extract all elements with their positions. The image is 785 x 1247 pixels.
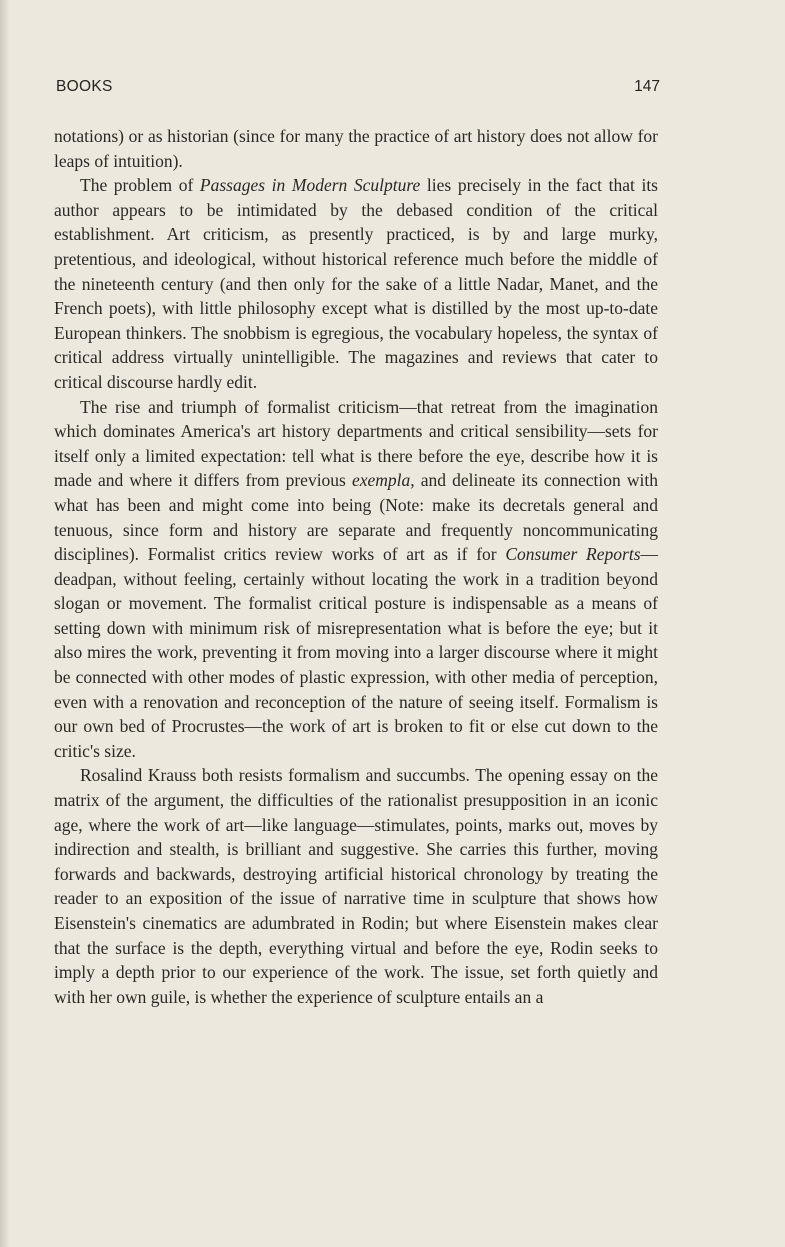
running-head: BOOKS: [56, 78, 113, 95]
paragraph: [54, 173, 658, 394]
paragraph-continuation: [54, 124, 658, 173]
paragraph-text: notations) or as historian (since for many the practice of art history does not allow for leaps of intuition).: [54, 126, 658, 171]
paragraph: [54, 395, 658, 764]
paragraph: [54, 763, 658, 1009]
paragraph-text: The problem of: [80, 175, 200, 196]
body-text: [54, 124, 658, 1009]
italic-term: exempla,: [351, 470, 415, 491]
page-number: 147: [634, 78, 660, 95]
publication-title: Consumer Reports: [505, 544, 641, 565]
paragraph-text: lies precisely in the fact that its author appears to be intimidated by the debased condition of the critical establishment. Art criticism, as presently practiced, is by and large murky, pretentious, and ideological, without historical reference much before the middle of the nineteenth century (and then only for the sake of a little Nadar, Manet, and the French poets), with little philosophy except what is distilled by the most up-to-date European thinkers. The snobbism is egregious, the vocabulary hopeless, the syntax of critical address virtually unintelligible. The magazines and reviews that cater to critical discourse hardly edit.: [54, 175, 658, 392]
book-title: Passages in Modern Sculpture: [199, 175, 421, 196]
paragraph-text: —deadpan, without feeling, certainly without locating the work in a tradition beyond slogan or movement. The formalist critical posture is indispensable as a means of setting down with minimum risk of misrepresentation what is before the eye; but it also mires the work, preventing it from moving into a larger discourse where it might be connected with other modes of plastic expression, with other media of perception, even with a renovation and reconception of the nature of seeing itself. Formalism is our own bed of Procrustes—the work of art is broken to fit or else cut down to the critic's size.: [54, 544, 659, 761]
paragraph-text: and delineate its connection with what has been and might come into being (Note: make its decretals general and tenuous, since form and history are separate and frequently noncommunicating disciplines). Formalist critics review works of art as if for: [54, 470, 658, 565]
page-header: [56, 78, 660, 100]
paragraph-text: Rosalind Krauss both resists formalism and succumbs. The opening essay on the matrix of the argument, the difficulties of the rationalist presupposition in an iconic age, where the work of art—like language—stimulates, points, marks out, moves by indirection and stealth, is brilliant and suggestive. She carries this further, moving forwards and backwards, destroying artificial historical chronology by treating the reader to an exposition of the issue of narrative time in sculpture that shows how Eisenstein's cinematics are adumbrated in Rodin; but where Eisenstein makes clear that the surface is the depth, everything virtual and before the eye, Rodin seeks to imply a depth prior to our experience of the work. The issue, set forth quietly and with her own guile, is whether the experience of sculpture entails an a: [54, 765, 658, 1007]
paragraph-text: The rise and triumph of formalist criticism—that retreat from the imagination which dominates America's art history departments and critical sensibility—sets for itself only a limited expectation: tell what is there before the eye, describe how it is made and where it differs from previous: [54, 396, 658, 491]
